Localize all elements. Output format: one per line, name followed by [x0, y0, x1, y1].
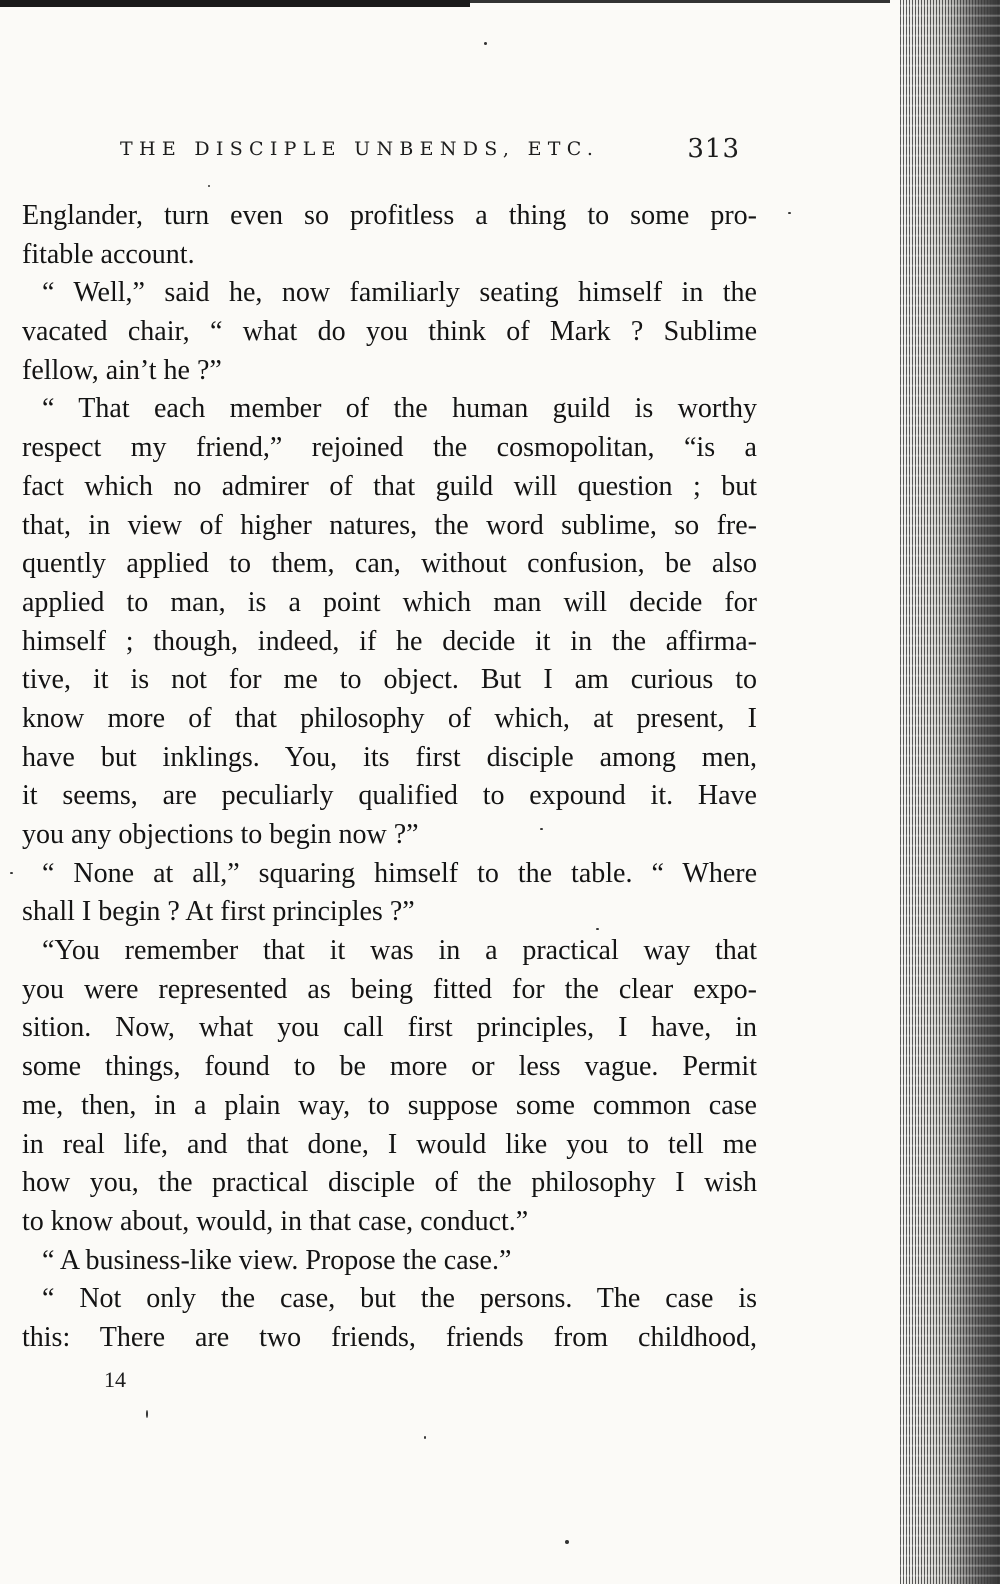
text-line: how you, the practical disciple of the philosophy I wish — [22, 1167, 757, 1199]
book-page-edges — [900, 0, 1000, 1584]
print-speck — [484, 42, 487, 45]
text-line: respect my friend,” rejoined the cosmopolitan, “is a — [22, 432, 757, 464]
text-line: know more of that philosophy of which, at present, I — [22, 702, 757, 734]
text-line: it seems, are peculiarly qualified to expound it. Have — [22, 780, 757, 812]
text-line: you any objections to begin now ?” — [22, 819, 419, 850]
text-line: fact which no admirer of that guild will question ; but — [22, 470, 757, 502]
text-line: in real life, and that done, I would like you to tell me — [22, 1128, 757, 1160]
text-line: tive, it is not for me to object. But I am curious to — [22, 664, 757, 696]
text-line: shall I begin ? At first principles ?” — [22, 896, 415, 928]
running-head-title: THE DISCIPLE UNBENDS, ETC. — [120, 138, 600, 160]
text-line: Englander, turn even so profitless a thing to some pro- — [22, 200, 757, 231]
top-border-rule-thin — [470, 0, 890, 3]
print-speck — [146, 1410, 148, 1418]
text-line: you were represented as being fitted for the clear expo- — [22, 973, 757, 1005]
text-line: “ Not only the case, but the persons. The case is — [42, 1283, 757, 1315]
text-line: vacated chair, “ what do you think of Mark ? Sublime — [22, 316, 757, 348]
text-line: “ That each member of the human guild is worthy — [42, 393, 757, 425]
text-line: “ None at all,” squaring himself to the table. “ Where — [42, 857, 757, 889]
signature-mark: 14 — [104, 1367, 126, 1392]
print-speck — [540, 828, 543, 830]
text-line: sition. Now, what you call first principles, I have, in — [22, 1012, 757, 1044]
print-speck — [596, 928, 599, 930]
top-border-rule — [0, 0, 470, 7]
print-speck — [565, 1540, 569, 1544]
print-speck — [788, 212, 791, 214]
text-line: that, in view of higher natures, the word sublime, so fre- — [22, 509, 757, 541]
text-line: “You remember that it was in a practical way that — [42, 935, 757, 967]
text-line: have but inklings. You, its first disciple among men, — [22, 741, 757, 773]
text-line: fellow, ain’t he ?” — [22, 354, 222, 386]
text-line: “ Well,” said he, now familiarly seating himself in the — [42, 277, 757, 309]
print-speck — [424, 1436, 426, 1439]
text-line: some things, found to be more or less vague. Permit — [22, 1051, 757, 1083]
body-text — [22, 197, 757, 1358]
text-line: to know about, would, in that case, conduct.” — [22, 1205, 529, 1237]
text-line: me, then, in a plain way, to suppose some common case — [22, 1089, 757, 1121]
page-number: 313 — [687, 134, 740, 164]
text-line: this: There are two friends, friends from childhood, — [22, 1321, 757, 1353]
text-line: “ A business-like view. Propose the case.” — [42, 1244, 512, 1276]
text-line: himself ; though, indeed, if he decide it in the affirma- — [22, 625, 757, 657]
text-line: fitable account. — [22, 238, 195, 270]
print-speck — [208, 185, 210, 187]
text-line: quently applied to them, can, without confusion, be also — [22, 548, 757, 580]
print-speck — [10, 872, 13, 874]
text-line: applied to man, is a point which man will decide for — [22, 586, 757, 618]
